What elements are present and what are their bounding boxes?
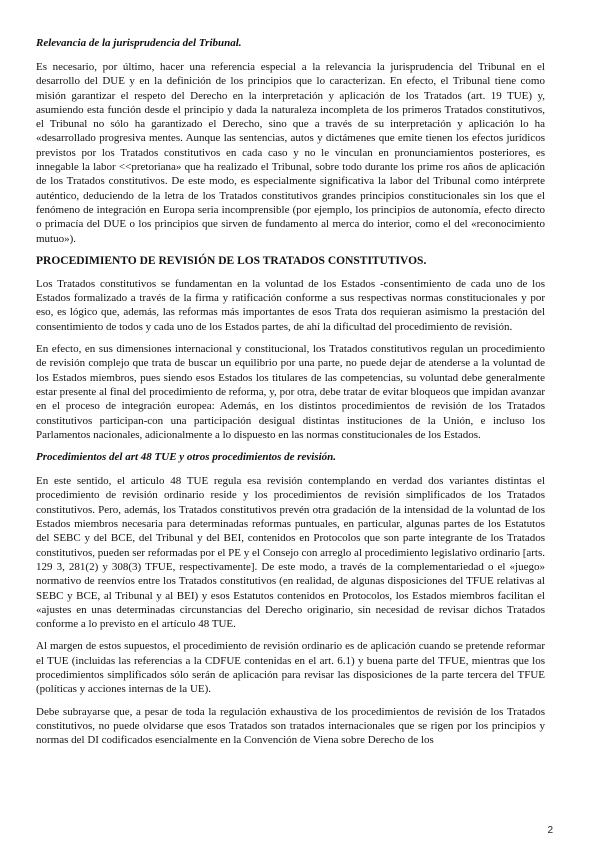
paragraph-procedimiento-2: En efecto, en sus dimensiones internacional y constitucional, los Tratados constitutivos regulan un procedimiento de revisión complejo que trata de buscar un equilibrio por una parte, no puede dejar de atenderse a la voluntad de los Estados miembros, pues siendo esos Estados los titulares de las competencias, su voluntad debe generalmente estar presente al final del procedimiento de reforma, y, por otra, debe tratar de evitar bloqueos que impidan avanzar en el proceso de integración europea: Además, en los distintos procedimientos de revisión de los Tratados constitutivos participan-con una participación desigual distintas instituciones de la Unión, e incluso los Parlamentos nacionales, adicionalmente a lo dispuesto en las normas constitucionales de los Estados. [36, 343, 545, 441]
paragraph-art48-2: Al margen de estos supuestos, el procedimiento de revisión ordinario es de aplicación cuando se pretende reformar el TUE (incluidas las referencias a la CDFUE contenidas en el art. 6.1) y buena parte del TFUE, mientras que los procedimientos simplificados sólo serán de aplicación para revisar las disposiciones de la parte tercera del TFUE (políticas y acciones internas de la UE). [36, 640, 545, 696]
heading-procedimiento: PROCEDIMIENTO DE REVISIÓN DE LOS TRATADOS CONSTITUTIVOS. [36, 254, 427, 267]
heading-art48: Procedimientos del art 48 TUE y otros procedimientos de revisión. [36, 451, 337, 464]
paragraph-procedimiento-1: Los Tratados constitutivos se fundamentan en la voluntad de los Estados -consentimiento de cada uno de los Estados formalizado a través de la firma y ratificación conforme a sus respectivas normas constitucionales y por eso, es lógico que, además, las reformas más importantes de esos Trata dos requieran asimismo la prestación del consentimiento de todos y cada uno de los Estados partes, de ahí la dificultad del procedimiento de revisión. [36, 277, 545, 333]
heading-jurisprudencia: Relevancia de la jurisprudencia del Tribunal. [36, 37, 242, 49]
paragraph-jurisprudencia: Es necesario, por último, hacer una referencia especial a la relevancia la jurisprudencia del Tribunal en el desarrollo del DUE y en la definición de los principios que lo caracterizan. En efecto, el Tribunal tiene como misión garantizar el respeto del Derecho en la interpretación y aplicación de los Tratados (art. 19 TUE) y, asumiendo esta función desde el principio y dada la naturaleza incompleta de los primeros Tratados constitutivos, el Tribunal no sólo ha garantizado el Derecho, sino que a través de su interpretación y aplicación lo ha «desarrollado progresiva mentes. Aunque las sentencias, autos y dictámenes que emite tienen los efectos jurídicos previstos por los Tratados constitutivos en cada caso y no le vinculan en pronunciamientos posteriores, es innegable la labor <<pretoriana» que ha realizado el Tribunal, sobre todo durante los prime ros años de aplicación de los Tratados constitutivos. De este modo, es especialmente significativa la labor del Tribunal como intérprete auténtico, deduciendo de la letra de los Tratados constitutivos grandes principios constitucionales sin los que el fenómeno de integración en Europa seria incomprensible (por ejemplo, los principios de autonomía, efecto directo o primacía del DUE o los principios que sirven de fundamento al merca do interior, como el del «reconocimiento mutuo»). [36, 61, 545, 245]
paragraph-art48-3: Debe subrayarse que, a pesar de toda la regulación exhaustiva de los procedimientos de revisión de los Tratados constitutivos, no puede olvidarse que esos Tratados son tratados internacionales que se rigen por los principios y normas del DI codificados esencialmente en la Convención de Viena sobre Derecho de los [36, 705, 545, 747]
page-number: 2 [547, 825, 553, 836]
paragraph-art48-1: En este sentido, el articulo 48 TUE regula esa revisión contemplando en verdad dos variantes distintas el procedimiento de revisión ordinario reside y los procedimientos de revisión simplificados de los Tratados constitutivos. Pero, además, los Tratados constitutivos prevén otra gradación de la intensidad de la voluntad de los Estados miembros necesaria para determinadas reformas puntuales, en particular, algunas partes de los Estatutos del SEBC y del BCE, del Tribunal y del BEI, contenidos en Protocolos que son parte integrante de los Tratados constitutivos, pueden ser reformadas por el PE y el Consejo con arreglo al procedimiento legislativo ordinario [arts. 129 3, 281(2) y 308(3) TFUE, respectivamente]. De este modo, a través de la complementariedad o el «juego» normativo de reenvíos entre los Tratados constitutivos (en realidad, de algunas disposiciones del TFUE relativas al SEBC y BCE, al Tribunal y al BEI) y esos Estatutos contenidos en Protocolos, los Estados miembros facilitan el «ajustes en unas determinadas circunstancias del Derecho originario, sin necesidad de revisar dichos Tratados conforme a lo previsto en el artículo 48 TUE. [36, 475, 545, 631]
